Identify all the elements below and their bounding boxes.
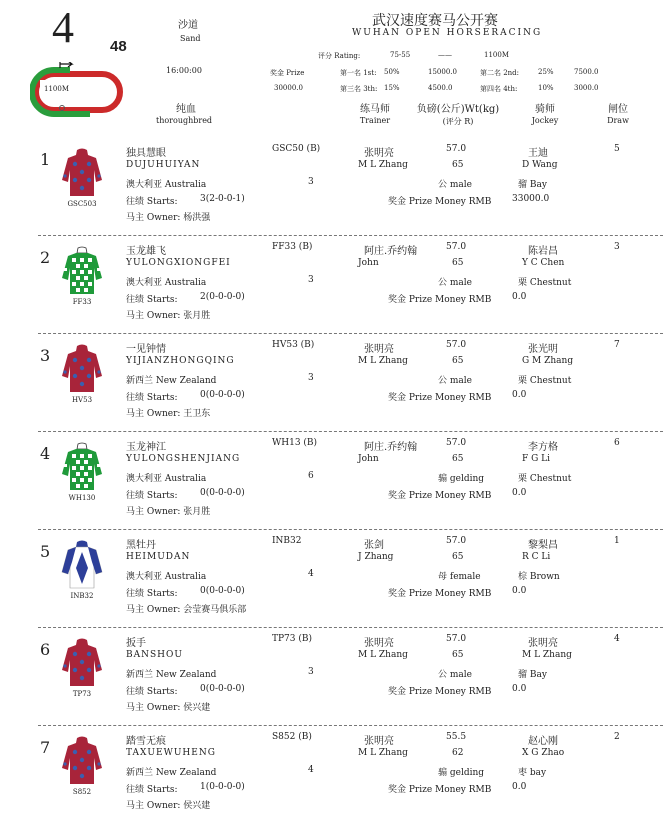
third-pct: 15% <box>384 84 400 92</box>
entry-row <box>0 334 663 432</box>
horse-name-cn: 扳手 <box>126 638 146 649</box>
rating: 62 <box>452 748 464 758</box>
horse-sex: 骟 gelding <box>438 474 485 484</box>
horse-country: 新西兰 New Zealand <box>126 768 217 778</box>
prize-money-value: 0.0 <box>512 292 527 302</box>
rating: 65 <box>452 650 464 660</box>
draw: 5 <box>614 144 620 154</box>
trainer-cn: 张剑 <box>364 540 384 551</box>
entry-number: 4 <box>40 444 51 463</box>
trainer-en: M L Zhang <box>358 748 408 758</box>
weight: 57.0 <box>446 144 467 154</box>
horse-country: 澳大利亚 Australia <box>126 278 207 288</box>
entry-number: 3 <box>40 346 51 365</box>
third-label: 第三名 3th: <box>340 85 378 93</box>
jockey-en: D Wang <box>522 160 558 170</box>
jockey-cn: 黎梨昌 <box>528 540 558 551</box>
horse-country: 新西兰 New Zealand <box>126 376 217 386</box>
jockey-cn: 王迪 <box>528 148 548 159</box>
entry-number: 1 <box>40 150 51 169</box>
horse-age: 4 <box>308 765 314 775</box>
horse-age: 3 <box>308 373 314 383</box>
trainer-en: J Zhang <box>358 552 394 562</box>
horse-owner: 马主 Owner: 杨洪强 <box>126 213 211 223</box>
starts-label: 往绩 Starts: <box>126 785 178 795</box>
second-label: 第二名 2nd: <box>480 69 520 77</box>
horse-color: 枣 bay <box>518 768 547 778</box>
horse-country: 澳大利亚 Australia <box>126 572 207 582</box>
rating: 65 <box>452 160 464 170</box>
fourth-pct: 10% <box>538 84 554 92</box>
prize-money-label: 奖金 Prize Money RMB <box>388 295 492 305</box>
draw: 7 <box>614 340 620 350</box>
horse-country: 澳大利亚 Australia <box>126 474 207 484</box>
jockey-en: R C Li <box>522 552 551 562</box>
starts-label: 往绩 Starts: <box>126 687 178 697</box>
jockey-cn: 张光明 <box>528 344 558 355</box>
trainer-cn: 张明亮 <box>364 344 394 355</box>
jockey-cn: 陈岩昌 <box>528 246 558 257</box>
race-title-en: WUHAN OPEN HORSERACING <box>352 28 543 38</box>
trainer-cn: 张明亮 <box>364 148 394 159</box>
jockey-en: Y C Chen <box>522 258 565 268</box>
jockey-en: X G Zhao <box>522 748 565 758</box>
starts-value: 0(0-0-0-0) <box>200 488 245 498</box>
prize-money-label: 奖金 Prize Money RMB <box>388 197 492 207</box>
horse-name-en: TAXUEWUHENG <box>126 748 216 758</box>
horse-name-en: YULONGXIONGFEI <box>126 258 231 268</box>
fourth-label: 第四名 4th: <box>480 85 518 93</box>
race-title-cn: 武汉速度赛马公开赛 <box>372 13 498 29</box>
horse-name-en: HEIMUDAN <box>126 552 191 562</box>
horse-sex: 公 male <box>438 180 472 190</box>
first-amt: 15000.0 <box>428 68 457 76</box>
first-pct: 50% <box>384 68 400 76</box>
starts-value: 3(2-0-0-1) <box>200 194 245 204</box>
trainer-en: John <box>358 258 379 268</box>
draw-header: 闸位 <box>608 104 628 115</box>
prize-money-label: 奖金 Prize Money RMB <box>388 491 492 501</box>
horse-color: 骝 Bay <box>518 180 547 190</box>
entry-number: 7 <box>40 738 51 757</box>
prize-total: 30000.0 <box>274 84 303 92</box>
gear-code: GSC50 (B) <box>272 144 321 154</box>
fourth-amt: 3000.0 <box>574 84 599 92</box>
prize-money-value: 0.0 <box>512 684 527 694</box>
horse-sex: 公 male <box>438 670 472 680</box>
horse-name-cn: 独具慧眼 <box>126 148 166 159</box>
entry-row <box>0 138 663 236</box>
gear-code: WH13 (B) <box>272 438 318 448</box>
horse-age: 3 <box>308 275 314 285</box>
silk-code: FF33 <box>72 298 92 306</box>
trainer-cn: 阿庄.乔约翰 <box>364 442 418 453</box>
horse-name-en: YULONGSHENJIANG <box>126 454 241 464</box>
silk-code: HV53 <box>71 396 93 404</box>
breed-en: thoroughbred <box>156 116 213 125</box>
weight: 57.0 <box>446 242 467 252</box>
prize-money-value: 0.0 <box>512 782 527 792</box>
weight-header: 负磅(公斤)Wt(kg) <box>416 104 500 115</box>
trainer-cn: 张明亮 <box>364 638 394 649</box>
horse-owner: 马主 Owner: 会莹赛马俱乐部 <box>126 605 247 615</box>
prize-money-label: 奖金 Prize Money RMB <box>388 393 492 403</box>
starts-value: 0(0-0-0-0) <box>200 586 245 596</box>
jockey-header: 骑师 <box>535 104 555 115</box>
jockey-silk-icon <box>60 638 104 688</box>
jockey-silk-icon <box>60 736 104 786</box>
horse-name-cn: 玉龙雄飞 <box>126 246 166 257</box>
silk-code: S852 <box>72 788 92 796</box>
starts-label: 往绩 Starts: <box>126 393 178 403</box>
prize-money-value: 0.0 <box>512 390 527 400</box>
jockey-silk-icon <box>60 344 104 394</box>
horse-color: 栗 Chestnut <box>518 278 572 288</box>
draw: 3 <box>614 242 620 252</box>
draw: 1 <box>614 536 620 546</box>
jockey-cn: 张明亮 <box>528 638 558 649</box>
entry-row <box>0 530 663 628</box>
trainer-header-en: Trainer <box>359 116 391 125</box>
surface-en: Sand <box>180 34 201 43</box>
second-pct: 25% <box>538 68 554 76</box>
horse-country: 新西兰 New Zealand <box>126 670 217 680</box>
horse-name-en: BANSHOU <box>126 650 183 660</box>
horse-name-cn: 黑牡丹 <box>126 540 156 551</box>
horse-name-cn: 踏雪无痕 <box>126 736 166 747</box>
jockey-en: M L Zhang <box>522 650 572 660</box>
jockey-en: G M Zhang <box>522 356 574 366</box>
rating: 65 <box>452 356 464 366</box>
rating: 65 <box>452 258 464 268</box>
trainer-cn: 张明亮 <box>364 736 394 747</box>
horse-color: 栗 Chestnut <box>518 376 572 386</box>
weight: 57.0 <box>446 536 467 546</box>
draw: 2 <box>614 732 620 742</box>
gear-code: TP73 (B) <box>272 634 313 644</box>
horse-color: 骝 Bay <box>518 670 547 680</box>
trainer-cn: 阿庄.乔约翰 <box>364 246 418 257</box>
race-time: 16:00:00 <box>166 66 202 75</box>
horse-sex: 骟 gelding <box>438 768 485 778</box>
rating-label: 评分 Rating: <box>318 52 361 60</box>
horse-sex: 母 female <box>438 572 481 582</box>
starts-label: 往绩 Starts: <box>126 589 178 599</box>
horse-age: 4 <box>308 569 314 579</box>
horse-name-en: DUJUHUIYAN <box>126 160 201 170</box>
horse-age: 3 <box>308 177 314 187</box>
horse-name-cn: 玉龙神江 <box>126 442 166 453</box>
draw: 6 <box>614 438 620 448</box>
first-label: 第一名 1st: <box>340 69 377 77</box>
gear-code: INB32 <box>272 536 302 546</box>
gear-code: S852 (B) <box>272 732 312 742</box>
horse-sex: 公 male <box>438 376 472 386</box>
trainer-en: M L Zhang <box>358 160 408 170</box>
starts-value: 0(0-0-0-0) <box>200 684 245 694</box>
prize-money-value: 33000.0 <box>512 194 550 204</box>
silk-code: TP73 <box>72 690 92 698</box>
jockey-silk-icon <box>60 442 104 492</box>
race-number: 4 <box>52 3 74 52</box>
prize-money-label: 奖金 Prize Money RMB <box>388 785 492 795</box>
gear-code: FF33 (B) <box>272 242 313 252</box>
entry-row <box>0 726 663 824</box>
starts-label: 往绩 Starts: <box>126 197 178 207</box>
weight: 55.5 <box>446 732 467 742</box>
race-distance: 1100M <box>484 51 509 59</box>
horse-owner: 马主 Owner: 侯兴建 <box>126 801 211 811</box>
prize-label: 奖金 Prize <box>270 69 305 77</box>
track-label: 1100M <box>44 85 69 93</box>
third-amt: 4500.0 <box>428 84 453 92</box>
weight: 57.0 <box>446 634 467 644</box>
horse-owner: 马主 Owner: 张月胜 <box>126 507 211 517</box>
prize-money-value: 0.0 <box>512 586 527 596</box>
horse-owner: 马主 Owner: 王卫东 <box>126 409 211 419</box>
rating-range: 75-55 <box>390 51 411 59</box>
trainer-header: 练马师 <box>360 104 390 115</box>
weight-header-en: (评分 R) <box>442 117 474 126</box>
horse-color: 棕 Brown <box>518 572 560 582</box>
horse-sex: 公 male <box>438 278 472 288</box>
rating-dash: —— <box>438 51 452 59</box>
gear-code: HV53 (B) <box>272 340 315 350</box>
jockey-silk-icon <box>60 246 104 296</box>
trainer-en: M L Zhang <box>358 650 408 660</box>
horse-owner: 马主 Owner: 张月胜 <box>126 311 211 321</box>
prize-money-label: 奖金 Prize Money RMB <box>388 589 492 599</box>
entry-number: 5 <box>40 542 51 561</box>
starts-label: 往绩 Starts: <box>126 491 178 501</box>
rating: 65 <box>452 454 464 464</box>
trainer-en: M L Zhang <box>358 356 408 366</box>
jockey-en: F G Li <box>522 454 551 464</box>
jockey-cn: 李方格 <box>528 442 558 453</box>
jockey-header-en: Jockey <box>531 116 559 125</box>
entry-row <box>0 628 663 726</box>
starts-value: 0(0-0-0-0) <box>200 390 245 400</box>
silk-code: WH130 <box>68 494 96 502</box>
starts-value: 2(0-0-0-0) <box>200 292 245 302</box>
silk-code: GSC503 <box>67 200 97 208</box>
second-amt: 7500.0 <box>574 68 599 76</box>
starts-value: 1(0-0-0-0) <box>200 782 245 792</box>
breed-cn: 纯血 <box>176 104 196 115</box>
rating: 65 <box>452 552 464 562</box>
jockey-silk-icon <box>60 148 104 198</box>
entry-row <box>0 432 663 530</box>
draw: 4 <box>614 634 620 644</box>
jockey-silk-icon <box>60 540 104 590</box>
surface-cn: 沙道 <box>178 20 198 31</box>
prize-money-value: 0.0 <box>512 488 527 498</box>
entry-number: 2 <box>40 248 51 267</box>
entry-row <box>0 236 663 334</box>
weight: 57.0 <box>446 340 467 350</box>
horse-owner: 马主 Owner: 侯兴建 <box>126 703 211 713</box>
silk-code: INB32 <box>70 592 94 600</box>
horse-age: 3 <box>308 667 314 677</box>
weight: 57.0 <box>446 438 467 448</box>
trainer-en: John <box>358 454 379 464</box>
horse-age: 6 <box>308 471 314 481</box>
horse-country: 澳大利亚 Australia <box>126 180 207 190</box>
horse-name-cn: 一见钟情 <box>126 344 166 355</box>
race-badge: 48 <box>110 38 127 55</box>
entry-number: 6 <box>40 640 51 659</box>
horse-name-en: YIJIANZHONGQING <box>126 356 235 366</box>
jockey-cn: 赵心刚 <box>528 736 558 747</box>
starts-label: 往绩 Starts: <box>126 295 178 305</box>
draw-header-en: Draw <box>607 116 629 125</box>
prize-money-label: 奖金 Prize Money RMB <box>388 687 492 697</box>
horse-color: 栗 Chestnut <box>518 474 572 484</box>
